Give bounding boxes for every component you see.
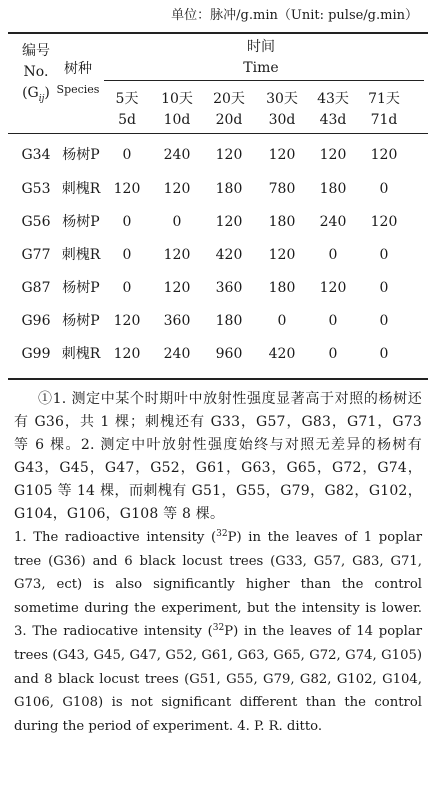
row-value: 120 — [268, 147, 296, 163]
row-value: 0 — [328, 313, 338, 329]
row-value: 0 — [122, 247, 132, 263]
table-bottom-rule — [8, 378, 428, 380]
row-species: 杨树P — [62, 313, 100, 329]
row-value: 120 — [268, 247, 296, 263]
row-value: 0 — [379, 313, 389, 329]
day-header-en: 20d — [215, 112, 243, 128]
row-species: 杨树P — [62, 214, 100, 230]
row-id: G77 — [21, 247, 51, 263]
header-bottom-rule — [8, 133, 428, 134]
row-value: 120 — [319, 147, 347, 163]
day-header-cn: 43天 — [317, 91, 349, 107]
day-header-en: 71d — [370, 112, 398, 128]
time-header-rule — [104, 80, 424, 81]
row-id: G56 — [21, 214, 51, 230]
row-value: 120 — [113, 181, 141, 197]
day-header-en: 10d — [163, 112, 191, 128]
notes-english: 1. The radioactive intensity ($^{32}$P) in the leaves of 1 poplar tree (G36) and 6 black locust trees (G33, G57, G83, G71, G73, ect) is also significantly higher than the control sometime during the experiment, but the intensity is lower. 3. The radiocative intensity ($^{32}$P) in the leaves of 14 poplar trees (G43, G45, G47, G52, G61, G63, G65, G72, G74, G105) and 8 black locust trees (G51, G55, G79, G82, G102, G104, G106, G108) is not significant different than the control during the period of experiment. 4. P. R. ditto. — [14, 529, 422, 734]
row-value: 180 — [215, 181, 243, 197]
day-header-cn: 71天 — [368, 91, 400, 107]
row-value: 0 — [379, 181, 389, 197]
row-value: 0 — [122, 147, 132, 163]
row-value: 0 — [172, 214, 182, 230]
row-value: 420 — [215, 247, 243, 263]
header-time-cn: 时间 — [247, 39, 275, 55]
table-notes — [14, 388, 422, 738]
row-species: 刺槐R — [61, 346, 101, 362]
row-value: 120 — [319, 280, 347, 296]
row-value: 180 — [319, 181, 347, 197]
row-value: 120 — [370, 214, 398, 230]
day-header-en: 43d — [319, 112, 347, 128]
header-no-en: No. — [23, 64, 49, 80]
row-id: G53 — [21, 181, 51, 197]
row-species: 杨树P — [62, 280, 100, 296]
row-value: 0 — [328, 346, 338, 362]
row-value: 0 — [122, 280, 132, 296]
day-header-en: 5d — [118, 112, 136, 128]
header-no-cn: 编号 — [22, 43, 50, 59]
row-value: 0 — [122, 214, 132, 230]
row-id: G96 — [21, 313, 51, 329]
day-header-cn: 10天 — [161, 91, 193, 107]
row-value: 240 — [163, 346, 191, 362]
row-value: 120 — [215, 214, 243, 230]
day-header-cn: 20天 — [213, 91, 245, 107]
unit-line: 单位：脉冲/g.min（Unit: pulse/g.min） — [171, 8, 418, 23]
row-value: 240 — [163, 147, 191, 163]
row-value: 180 — [268, 214, 296, 230]
row-value: 120 — [163, 247, 191, 263]
day-header-en: 30d — [268, 112, 296, 128]
row-value: 420 — [268, 346, 296, 362]
row-value: 120 — [163, 280, 191, 296]
table-top-rule — [8, 32, 428, 34]
row-value: 780 — [268, 181, 296, 197]
row-value: 120 — [370, 147, 398, 163]
row-value: 0 — [277, 313, 287, 329]
row-value: 120 — [215, 147, 243, 163]
day-header-cn: 30天 — [266, 91, 298, 107]
row-species: 杨树P — [62, 147, 100, 163]
row-value: 0 — [379, 280, 389, 296]
row-value: 120 — [113, 346, 141, 362]
row-value: 180 — [268, 280, 296, 296]
header-time-en: Time — [243, 60, 279, 76]
notes-chinese: ①1. 测定中某个时期叶中放射性强度显著高于对照的杨树还有 G36，共 1 棵；刺槐还有 G33，G57，G83，G71，G73 等 6 棵。2. 测定中叶放射性强度始终与对照无差异的杨树有 G43，G45，G47，G52，G61，G63，G65，G72，G74，G105 等 14 棵，而刺槐有 G51，G55，G79，G82，G102，G104，G106，G108 等 8 棵。 — [14, 391, 422, 522]
row-id: G99 — [21, 346, 51, 362]
row-value: 0 — [328, 247, 338, 263]
header-species-en: Species — [56, 83, 100, 96]
row-species: 刺槐R — [61, 181, 101, 197]
row-value: 0 — [379, 247, 389, 263]
header-no-symbol: $(G_{ij})$ — [22, 85, 50, 104]
row-value: 360 — [215, 280, 243, 296]
row-id: G34 — [21, 147, 51, 163]
row-value: 240 — [319, 214, 347, 230]
row-value: 0 — [379, 346, 389, 362]
row-value: 360 — [163, 313, 191, 329]
day-header-cn: 5天 — [115, 91, 139, 107]
row-value: 120 — [113, 313, 141, 329]
row-species: 刺槐R — [61, 247, 101, 263]
row-value: 960 — [215, 346, 243, 362]
row-value: 120 — [163, 181, 191, 197]
header-species-cn: 树种 — [64, 61, 92, 77]
row-value: 180 — [215, 313, 243, 329]
row-id: G87 — [21, 280, 51, 296]
